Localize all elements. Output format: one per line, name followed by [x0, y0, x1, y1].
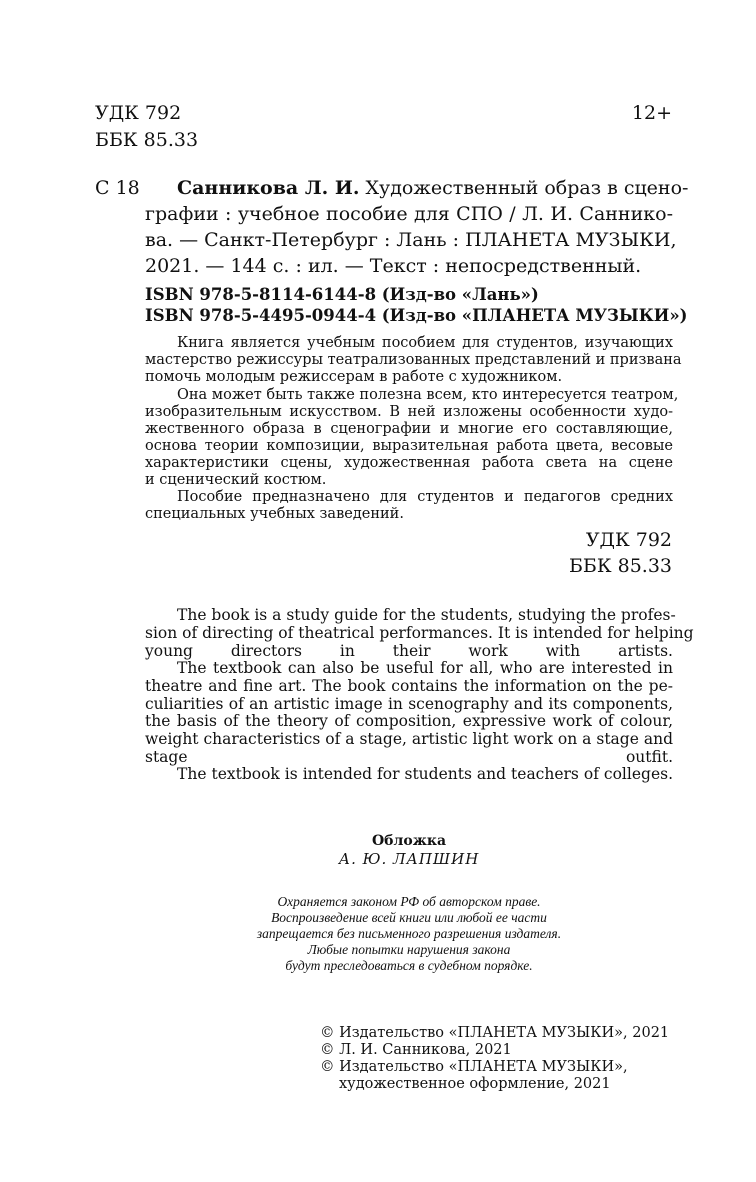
legal-line: Любые попытки нарушения закона	[307, 942, 511, 957]
annotation-ru-line: изобразительным искусством. В ней изложены особенности худо-	[145, 404, 673, 420]
legal-line: Воспроизведение всей книги или любой ее части	[271, 910, 547, 925]
isbn-number: ISBN 978-5-8114-6144-8	[145, 285, 377, 304]
annotation-en-line: theatre and fine art. The book contains the information on the pe-	[145, 677, 673, 695]
annotation-ru-line: специальных учебных заведений.	[145, 506, 404, 522]
annotation-ru-line: жественного образа в сценографии и многие его составляющие,	[145, 421, 673, 437]
annotation-ru-line: основа теории композиции, выразительная работа цвета, весовые	[145, 438, 673, 454]
isbn-line-1	[145, 284, 539, 306]
annotation-en-line: young directors in their work with artists.	[145, 642, 673, 660]
footer-bbk-code: ББК 85.33	[568, 555, 672, 577]
legal-line: запрещается без письменного разрешения издателя.	[256, 926, 562, 941]
legal-line: будут преследоваться в судебном порядке.	[285, 958, 533, 973]
age-rating: 12+	[631, 102, 672, 124]
copyright-line: © Издательство «ПЛАНЕТА МУЗЫКИ», 2021	[320, 1025, 670, 1041]
annotation-ru-line: помочь молодым режиссерам в работе с художником.	[145, 369, 563, 385]
annotation-en-line: sion of directing of theatrical performances. It is intended for helping	[145, 624, 694, 642]
copyright-line: © Издательство «ПЛАНЕТА МУЗЫКИ»,	[320, 1059, 628, 1075]
footer-udk-code: УДК 792	[585, 529, 672, 551]
annotation-en-line: culiarities of an artistic image in scenography and its components,	[145, 695, 673, 713]
bib-line-2: графии : учебное пособие для СПО / Л. И. Саннико-	[145, 203, 673, 225]
bib-title: Художественный образ в сцено-	[359, 177, 689, 199]
copyright-line: художественное оформление, 2021	[339, 1076, 611, 1092]
copyright-line: © Л. И. Санникова, 2021	[320, 1042, 512, 1058]
bib-line-4: 2021. — 144 с. : ил. — Текст : непосредственный.	[145, 255, 642, 277]
annotation-ru-line: Она может быть также полезна всем, кто интересуется театром,	[177, 387, 679, 403]
annotation-en-line: The book is a study guide for the students, studying the profes-	[177, 606, 676, 624]
annotation-en-line: The textbook can also be useful for all, who are interested in	[177, 659, 673, 677]
bib-line-3: ва. — Санкт-Петербург : Лань : ПЛАНЕТА МУЗЫКИ,	[145, 229, 677, 251]
annotation-en-line: The textbook is intended for students and teachers of colleges.	[177, 765, 673, 783]
annotation-en-line: stage outfit.	[145, 748, 673, 766]
bib-line-1	[177, 175, 689, 201]
annotation-ru-line: характеристики сцены, художественная работа света на сцене	[145, 455, 673, 471]
isbn-publisher: (Изд-во «ПЛАНЕТА МУЗЫКИ»)	[376, 306, 688, 325]
author-code: С 18	[95, 177, 140, 199]
annotation-ru-line: и сценический костюм.	[145, 472, 327, 488]
isbn-number: ISBN 978-5-4495-0944-4	[145, 306, 377, 325]
udk-code: УДК 792	[95, 102, 182, 124]
annotation-ru-line: Книга является учебным пособием для студентов, изучающих	[177, 335, 673, 351]
annotation-ru-line: мастерство режиссуры театрализованных представлений и призвана	[145, 352, 682, 368]
annotation-en-line: the basis of the theory of composition, expressive work of colour,	[145, 712, 673, 730]
annotation-en-line: weight characteristics of a stage, artistic light work on a stage and	[145, 730, 673, 748]
cover-artist: А. Ю. ЛАПШИН	[338, 850, 480, 868]
cover-label: Обложка	[371, 833, 447, 849]
author-name: Санникова Л. И.	[177, 177, 360, 199]
isbn-line-2	[145, 305, 687, 327]
isbn-publisher: (Изд-во «Лань»)	[376, 285, 539, 304]
legal-line: Охраняется законом РФ об авторском праве.	[277, 894, 541, 909]
annotation-ru-line: Пособие предназначено для студентов и педагогов средних	[177, 489, 673, 505]
bbk-code: ББК 85.33	[95, 129, 199, 151]
